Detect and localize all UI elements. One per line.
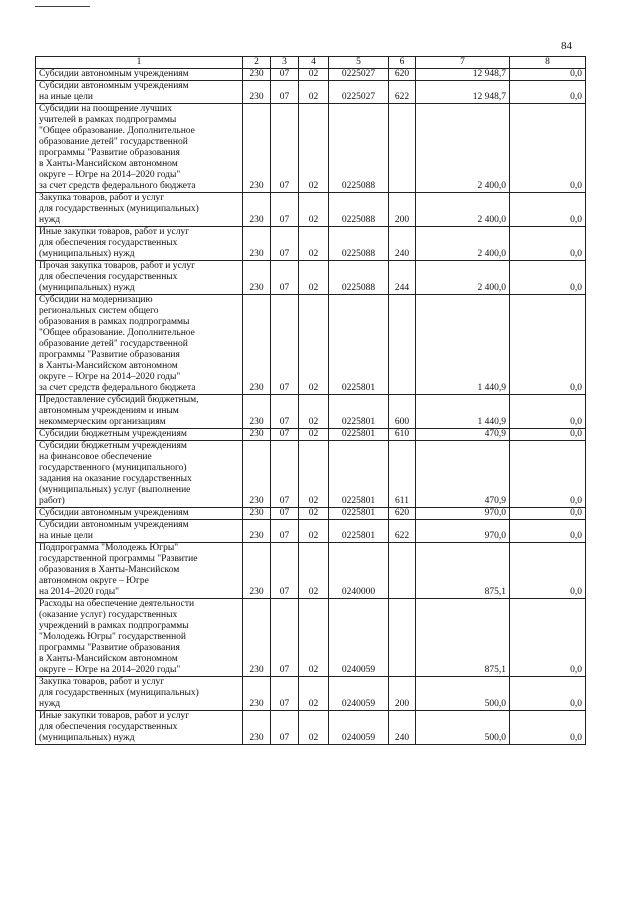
amount-value: 2 400,0: [416, 227, 510, 261]
amount-secondary-value: 0,0: [510, 543, 586, 599]
description-line: образования в рамках подпрограммы: [39, 317, 190, 327]
table-row: [36, 599, 586, 677]
row-description: [36, 295, 243, 395]
description-line: на иные цели: [39, 92, 93, 102]
amount-value: 12 948,7: [416, 69, 510, 81]
description-line: Предоставление субсидий бюджетным,: [39, 395, 199, 405]
expense-type-code: 620: [389, 69, 416, 81]
expense-type-code: 240: [389, 227, 416, 261]
department-code: 230: [243, 520, 271, 543]
section-code: 07: [271, 599, 299, 677]
table-row: [36, 193, 586, 227]
target-article-code: 0225801: [329, 520, 389, 543]
description-line: Закупка товаров, работ и услуг: [39, 677, 165, 687]
amount-secondary-value: 0,0: [510, 508, 586, 520]
table-row: [36, 508, 586, 520]
description-line: Иные закупки товаров, работ и услуг: [39, 227, 190, 237]
department-code: 230: [243, 508, 271, 520]
section-code: 07: [271, 295, 299, 395]
target-article-code: 0225801: [329, 429, 389, 441]
row-description: [36, 520, 243, 543]
amount-secondary-value: 0,0: [510, 227, 586, 261]
column-number-row: [36, 57, 586, 69]
description-line: для обеспечения государственных: [39, 238, 178, 248]
department-code: 230: [243, 711, 271, 745]
subsection-code: 02: [299, 81, 329, 104]
description-line: задания на оказание государственных: [39, 474, 192, 484]
amount-value: 970,0: [416, 520, 510, 543]
subsection-code: 02: [299, 429, 329, 441]
table-row: [36, 441, 586, 508]
description-line: государственного (муниципального): [39, 463, 187, 473]
description-line: автономным учреждениям и иным: [39, 406, 179, 416]
description-line: за счет средств федерального бюджета: [39, 383, 196, 393]
description-line: программы "Развитие образования: [39, 643, 180, 653]
department-code: 230: [243, 677, 271, 711]
description-line: Подпрограмма "Молодежь Югры": [39, 543, 179, 553]
description-line: для государственных (муниципальных): [39, 688, 199, 698]
expense-type-code: 620: [389, 508, 416, 520]
description-line: округе – Югре на 2014–2020 годы": [39, 665, 181, 675]
expense-type-code: 200: [389, 193, 416, 227]
row-description: [36, 599, 243, 677]
section-code: 07: [271, 520, 299, 543]
column-number: 6: [389, 57, 416, 69]
department-code: 230: [243, 441, 271, 508]
subsection-code: 02: [299, 193, 329, 227]
description-line: Закупка товаров, работ и услуг: [39, 193, 165, 203]
description-line: региональных систем общего: [39, 306, 159, 316]
department-code: 230: [243, 261, 271, 295]
section-code: 07: [271, 429, 299, 441]
amount-value: 2 400,0: [416, 104, 510, 193]
department-code: 230: [243, 543, 271, 599]
budget-table: [35, 56, 586, 745]
target-article-code: 0225088: [329, 193, 389, 227]
table-row: [36, 395, 586, 429]
subsection-code: 02: [299, 508, 329, 520]
description-line: учителей в рамках подпрограммы: [39, 115, 177, 125]
description-line: программы "Развитие образования: [39, 350, 180, 360]
department-code: 230: [243, 227, 271, 261]
table-row: [36, 261, 586, 295]
column-number: 2: [243, 57, 271, 69]
department-code: 230: [243, 295, 271, 395]
description-line: Субсидии бюджетным учреждениям: [39, 429, 187, 439]
row-description: [36, 508, 243, 520]
description-line: образования в Ханты-Мансийском: [39, 565, 180, 575]
subsection-code: 02: [299, 295, 329, 395]
description-line: некоммерческим организациям: [39, 417, 166, 427]
amount-secondary-value: 0,0: [510, 711, 586, 745]
row-description: [36, 429, 243, 441]
target-article-code: 0240059: [329, 677, 389, 711]
description-line: "Общее образование. Дополнительное: [39, 328, 195, 338]
description-line: работ): [39, 496, 65, 506]
column-number: 5: [329, 57, 389, 69]
description-line: нужд: [39, 215, 61, 225]
department-code: 230: [243, 429, 271, 441]
row-description: [36, 104, 243, 193]
description-line: программы "Развитие образования: [39, 148, 180, 158]
section-code: 07: [271, 677, 299, 711]
amount-secondary-value: 0,0: [510, 261, 586, 295]
subsection-code: 02: [299, 227, 329, 261]
department-code: 230: [243, 81, 271, 104]
amount-secondary-value: 0,0: [510, 104, 586, 193]
table-row: [36, 104, 586, 193]
description-line: Субсидии на модернизацию: [39, 295, 153, 305]
target-article-code: 0225801: [329, 508, 389, 520]
amount-value: 500,0: [416, 677, 510, 711]
description-line: Субсидии автономным учреждениям: [39, 69, 189, 79]
description-line: округе – Югре на 2014–2020 годы": [39, 170, 181, 180]
amount-value: 12 948,7: [416, 81, 510, 104]
amount-secondary-value: 0,0: [510, 520, 586, 543]
amount-secondary-value: 0,0: [510, 193, 586, 227]
amount-value: 1 440,9: [416, 395, 510, 429]
description-line: Расходы на обеспечение деятельности: [39, 599, 195, 609]
department-code: 230: [243, 193, 271, 227]
column-number: 7: [416, 57, 510, 69]
description-line: в Ханты-Мансийском автономном: [39, 361, 178, 371]
department-code: 230: [243, 69, 271, 81]
section-code: 07: [271, 261, 299, 295]
section-code: 07: [271, 395, 299, 429]
amount-secondary-value: 0,0: [510, 69, 586, 81]
description-line: в Ханты-Мансийском автономном: [39, 654, 178, 664]
description-line: Субсидии на поощрение лучших: [39, 104, 172, 114]
expense-type-code: [389, 104, 416, 193]
description-line: "Общее образование. Дополнительное: [39, 126, 195, 136]
target-article-code: 0225088: [329, 261, 389, 295]
subsection-code: 02: [299, 520, 329, 543]
table-row: [36, 81, 586, 104]
target-article-code: 0240059: [329, 711, 389, 745]
description-line: Субсидии автономным учреждениям: [39, 81, 189, 91]
expense-type-code: 622: [389, 520, 416, 543]
column-number: 4: [299, 57, 329, 69]
table-row: [36, 227, 586, 261]
table-row: [36, 543, 586, 599]
description-line: для обеспечения государственных: [39, 272, 178, 282]
expense-type-code: 622: [389, 81, 416, 104]
target-article-code: 0225088: [329, 104, 389, 193]
description-line: на иные цели: [39, 531, 93, 541]
table-row: [36, 295, 586, 395]
department-code: 230: [243, 104, 271, 193]
target-article-code: 0240059: [329, 599, 389, 677]
row-description: [36, 395, 243, 429]
expense-type-code: [389, 295, 416, 395]
row-description: [36, 227, 243, 261]
row-description: [36, 69, 243, 81]
amount-value: 875,1: [416, 543, 510, 599]
expense-type-code: 600: [389, 395, 416, 429]
description-line: (муниципальных) нужд: [39, 283, 135, 293]
amount-secondary-value: 0,0: [510, 429, 586, 441]
table-row: [36, 520, 586, 543]
description-line: за счет средств федерального бюджета: [39, 181, 196, 191]
expense-type-code: 610: [389, 429, 416, 441]
department-code: 230: [243, 395, 271, 429]
description-line: "Молодежь Югры" государственной: [39, 632, 187, 642]
section-code: 07: [271, 508, 299, 520]
row-description: [36, 543, 243, 599]
amount-secondary-value: 0,0: [510, 395, 586, 429]
amount-value: 1 440,9: [416, 295, 510, 395]
section-code: 07: [271, 69, 299, 81]
description-line: (муниципальных) нужд: [39, 249, 135, 259]
amount-secondary-value: 0,0: [510, 295, 586, 395]
description-line: на 2014–2020 годы": [39, 587, 120, 597]
expense-type-code: 244: [389, 261, 416, 295]
department-code: 230: [243, 599, 271, 677]
column-number: 3: [271, 57, 299, 69]
row-description: [36, 261, 243, 295]
description-line: (муниципальных) нужд: [39, 733, 135, 743]
description-line: Иные закупки товаров, работ и услуг: [39, 711, 190, 721]
target-article-code: 0225801: [329, 395, 389, 429]
section-code: 07: [271, 711, 299, 745]
target-article-code: 0225801: [329, 441, 389, 508]
description-line: (оказание услуг) государственных: [39, 610, 178, 620]
section-code: 07: [271, 193, 299, 227]
amount-value: 875,1: [416, 599, 510, 677]
column-number: 8: [510, 57, 586, 69]
amount-secondary-value: 0,0: [510, 81, 586, 104]
description-line: автономном округе – Югре: [39, 576, 149, 586]
amount-value: 970,0: [416, 508, 510, 520]
subsection-code: 02: [299, 395, 329, 429]
description-line: (муниципальных) услуг (выполнение: [39, 485, 191, 495]
description-line: округе – Югре на 2014–2020 годы": [39, 372, 181, 382]
target-article-code: 0225027: [329, 81, 389, 104]
section-code: 07: [271, 227, 299, 261]
description-line: учреждений в рамках подпрограммы: [39, 621, 189, 631]
row-description: [36, 677, 243, 711]
description-line: для обеспечения государственных: [39, 722, 178, 732]
row-description: [36, 441, 243, 508]
row-description: [36, 711, 243, 745]
description-line: Прочая закупка товаров, работ и услуг: [39, 261, 196, 271]
target-article-code: 0225801: [329, 295, 389, 395]
amount-secondary-value: 0,0: [510, 599, 586, 677]
amount-secondary-value: 0,0: [510, 441, 586, 508]
row-description: [36, 81, 243, 104]
description-line: Субсидии бюджетным учреждениям: [39, 441, 187, 451]
amount-value: 470,9: [416, 441, 510, 508]
expense-type-code: 200: [389, 677, 416, 711]
amount-value: 2 400,0: [416, 193, 510, 227]
table-row: [36, 429, 586, 441]
expense-type-code: [389, 599, 416, 677]
page-number: 84: [561, 40, 572, 52]
section-code: 07: [271, 441, 299, 508]
subsection-code: 02: [299, 543, 329, 599]
table-row: [36, 677, 586, 711]
target-article-code: 0225088: [329, 227, 389, 261]
expense-type-code: 240: [389, 711, 416, 745]
description-line: государственной программы "Развитие: [39, 554, 198, 564]
expense-type-code: [389, 543, 416, 599]
subsection-code: 02: [299, 711, 329, 745]
description-line: образование детей" государственной: [39, 137, 188, 147]
target-article-code: 0225027: [329, 69, 389, 81]
section-code: 07: [271, 104, 299, 193]
subsection-code: 02: [299, 69, 329, 81]
description-line: Субсидии автономным учреждениям: [39, 520, 189, 530]
amount-value: 470,9: [416, 429, 510, 441]
description-line: Субсидии автономным учреждениям: [39, 508, 189, 518]
column-number: 1: [36, 57, 243, 69]
amount-value: 500,0: [416, 711, 510, 745]
top-rule: [35, 6, 90, 7]
subsection-code: 02: [299, 677, 329, 711]
subsection-code: 02: [299, 599, 329, 677]
subsection-code: 02: [299, 104, 329, 193]
description-line: нужд: [39, 699, 61, 709]
subsection-code: 02: [299, 441, 329, 508]
amount-secondary-value: 0,0: [510, 677, 586, 711]
table-row: [36, 711, 586, 745]
subsection-code: 02: [299, 261, 329, 295]
description-line: для государственных (муниципальных): [39, 204, 199, 214]
section-code: 07: [271, 81, 299, 104]
description-line: в Ханты-Мансийском автономном: [39, 159, 178, 169]
section-code: 07: [271, 543, 299, 599]
amount-value: 2 400,0: [416, 261, 510, 295]
row-description: [36, 193, 243, 227]
expense-type-code: 611: [389, 441, 416, 508]
description-line: образование детей" государственной: [39, 339, 188, 349]
table-row: [36, 69, 586, 81]
description-line: на финансовое обеспечение: [39, 452, 152, 462]
target-article-code: 0240000: [329, 543, 389, 599]
